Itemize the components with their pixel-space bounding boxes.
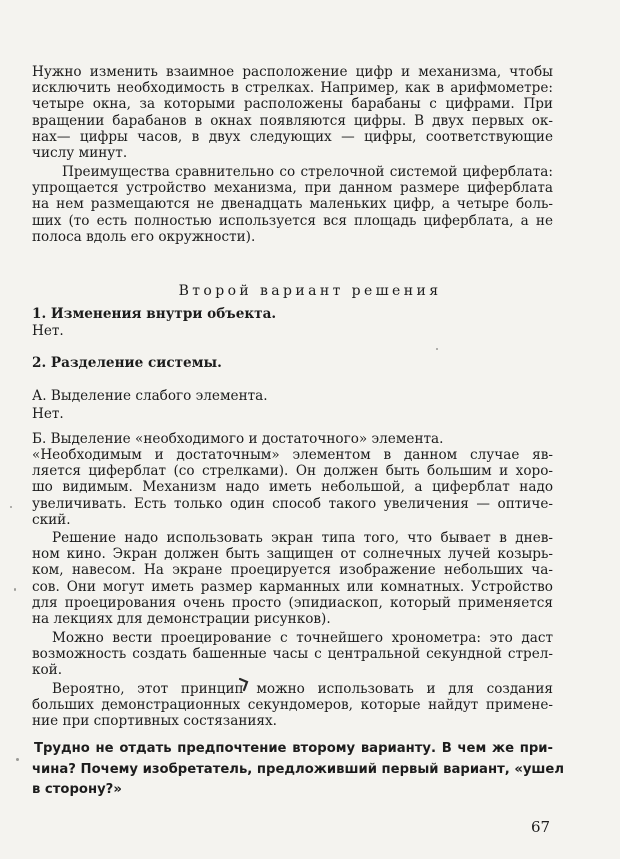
heading-changes-inside-object: 1. Изменения внутри объекта.: [32, 306, 277, 322]
text-line: четыре окна, за которыми расположены барабаны с цифрами. При: [32, 96, 553, 113]
text-line: Решение надо использовать экран типа того, что бывает в днев-: [52, 530, 553, 546]
section-title: Второй вариант решения: [178, 283, 442, 299]
text-line: в сторону?»: [32, 782, 122, 797]
text-line: ном кино. Экран должен быть защищен от солнечных лучей козырь-: [32, 546, 553, 563]
text-line: на нем размещаются не двенадцать маленьких цифр, а четыре боль-: [32, 196, 553, 213]
scan-speck: [10, 506, 12, 508]
body-paragraph-4: [32, 530, 553, 627]
text-line: числу минут.: [32, 145, 128, 162]
text-line: ние при спортивных состязаниях.: [32, 713, 277, 730]
body-paragraph-6: [32, 681, 553, 730]
text-line: Трудно не отдать предпочтение второму варианту. В чем же при-: [34, 741, 553, 756]
body-paragraph-3: [32, 447, 553, 528]
page-number: 67: [531, 818, 551, 836]
text-line: чина? Почему изобретатель, предложивший первый вариант, «ушел: [32, 761, 565, 777]
subheading-weak-element: А. Выделение слабого элемента.: [32, 388, 268, 404]
intro-paragraph-2: [32, 164, 553, 245]
text-line: ших (то есть полностью используется вся площадь циферблата, а не: [32, 212, 553, 229]
answer-no-1: Нет.: [32, 323, 64, 339]
text-line: возможность создать башенные часы с центральной секундной стрел-: [32, 646, 553, 663]
text-line: Можно вести проецирование с точнейшего хронометра: это даст: [52, 630, 553, 646]
pencil-mark-icon: [238, 676, 252, 692]
text-line: Вероятно, этот принцип можно использовать и для создания: [52, 681, 553, 697]
text-line: увеличивать. Есть только один способ такого увеличения — оптиче-: [32, 495, 553, 512]
text-line: для проецирования очень просто (эпидиаскоп, который применяется: [32, 594, 553, 611]
body-paragraph-5: [32, 630, 553, 679]
text-line: кой.: [32, 662, 63, 679]
final-question: [32, 739, 565, 801]
text-line: упрощается устройство механизма, при данном размере циферблата: [32, 180, 553, 197]
intro-paragraph-1: [32, 64, 553, 161]
text-line: шо видимым. Механизм надо иметь небольшой, а циферблат надо: [32, 479, 553, 496]
text-line: нах— цифры часов, в двух следующих — цифры, соответствующие: [32, 128, 553, 145]
scan-speck: [14, 588, 16, 591]
text-line: больших демонстрационных секундомеров, которые найдут примене-: [32, 697, 553, 714]
scan-speck: [436, 348, 438, 350]
text-line: сов. Они могут иметь размер карманных или комнатных. Устройство: [32, 578, 553, 595]
scan-speck: [16, 758, 19, 761]
text-line: ляется циферблат (со стрелками). Он должен быть большим и хоро-: [32, 463, 553, 480]
text-line: полоса вдоль его окружности).: [32, 228, 256, 245]
text-line: «Необходимым и достаточным» элементом в данном случае яв-: [32, 447, 553, 463]
subheading-necessary-element: Б. Выделение «необходимого и достаточного» элемента.: [32, 431, 444, 447]
answer-no-2: Нет.: [32, 406, 64, 422]
text-line: Нужно изменить взаимное расположение цифр и механизма, чтобы: [32, 64, 553, 80]
text-line: вращении барабанов в окнах появляются цифры. В двух первых ок-: [32, 112, 553, 129]
text-line: на лекциях для демонстрации рисунков).: [32, 611, 331, 628]
text-line: исключить необходимость в стрелках. Например, как в арифмометре:: [32, 80, 553, 97]
heading-system-separation: 2. Разделение системы.: [32, 355, 222, 371]
text-line: ком, навесом. На экране проецируется изображение небольших ча-: [32, 562, 553, 579]
text-line: Преимущества сравнительно со стрелочной системой циферблата:: [62, 164, 553, 180]
text-line: ский.: [32, 511, 71, 528]
